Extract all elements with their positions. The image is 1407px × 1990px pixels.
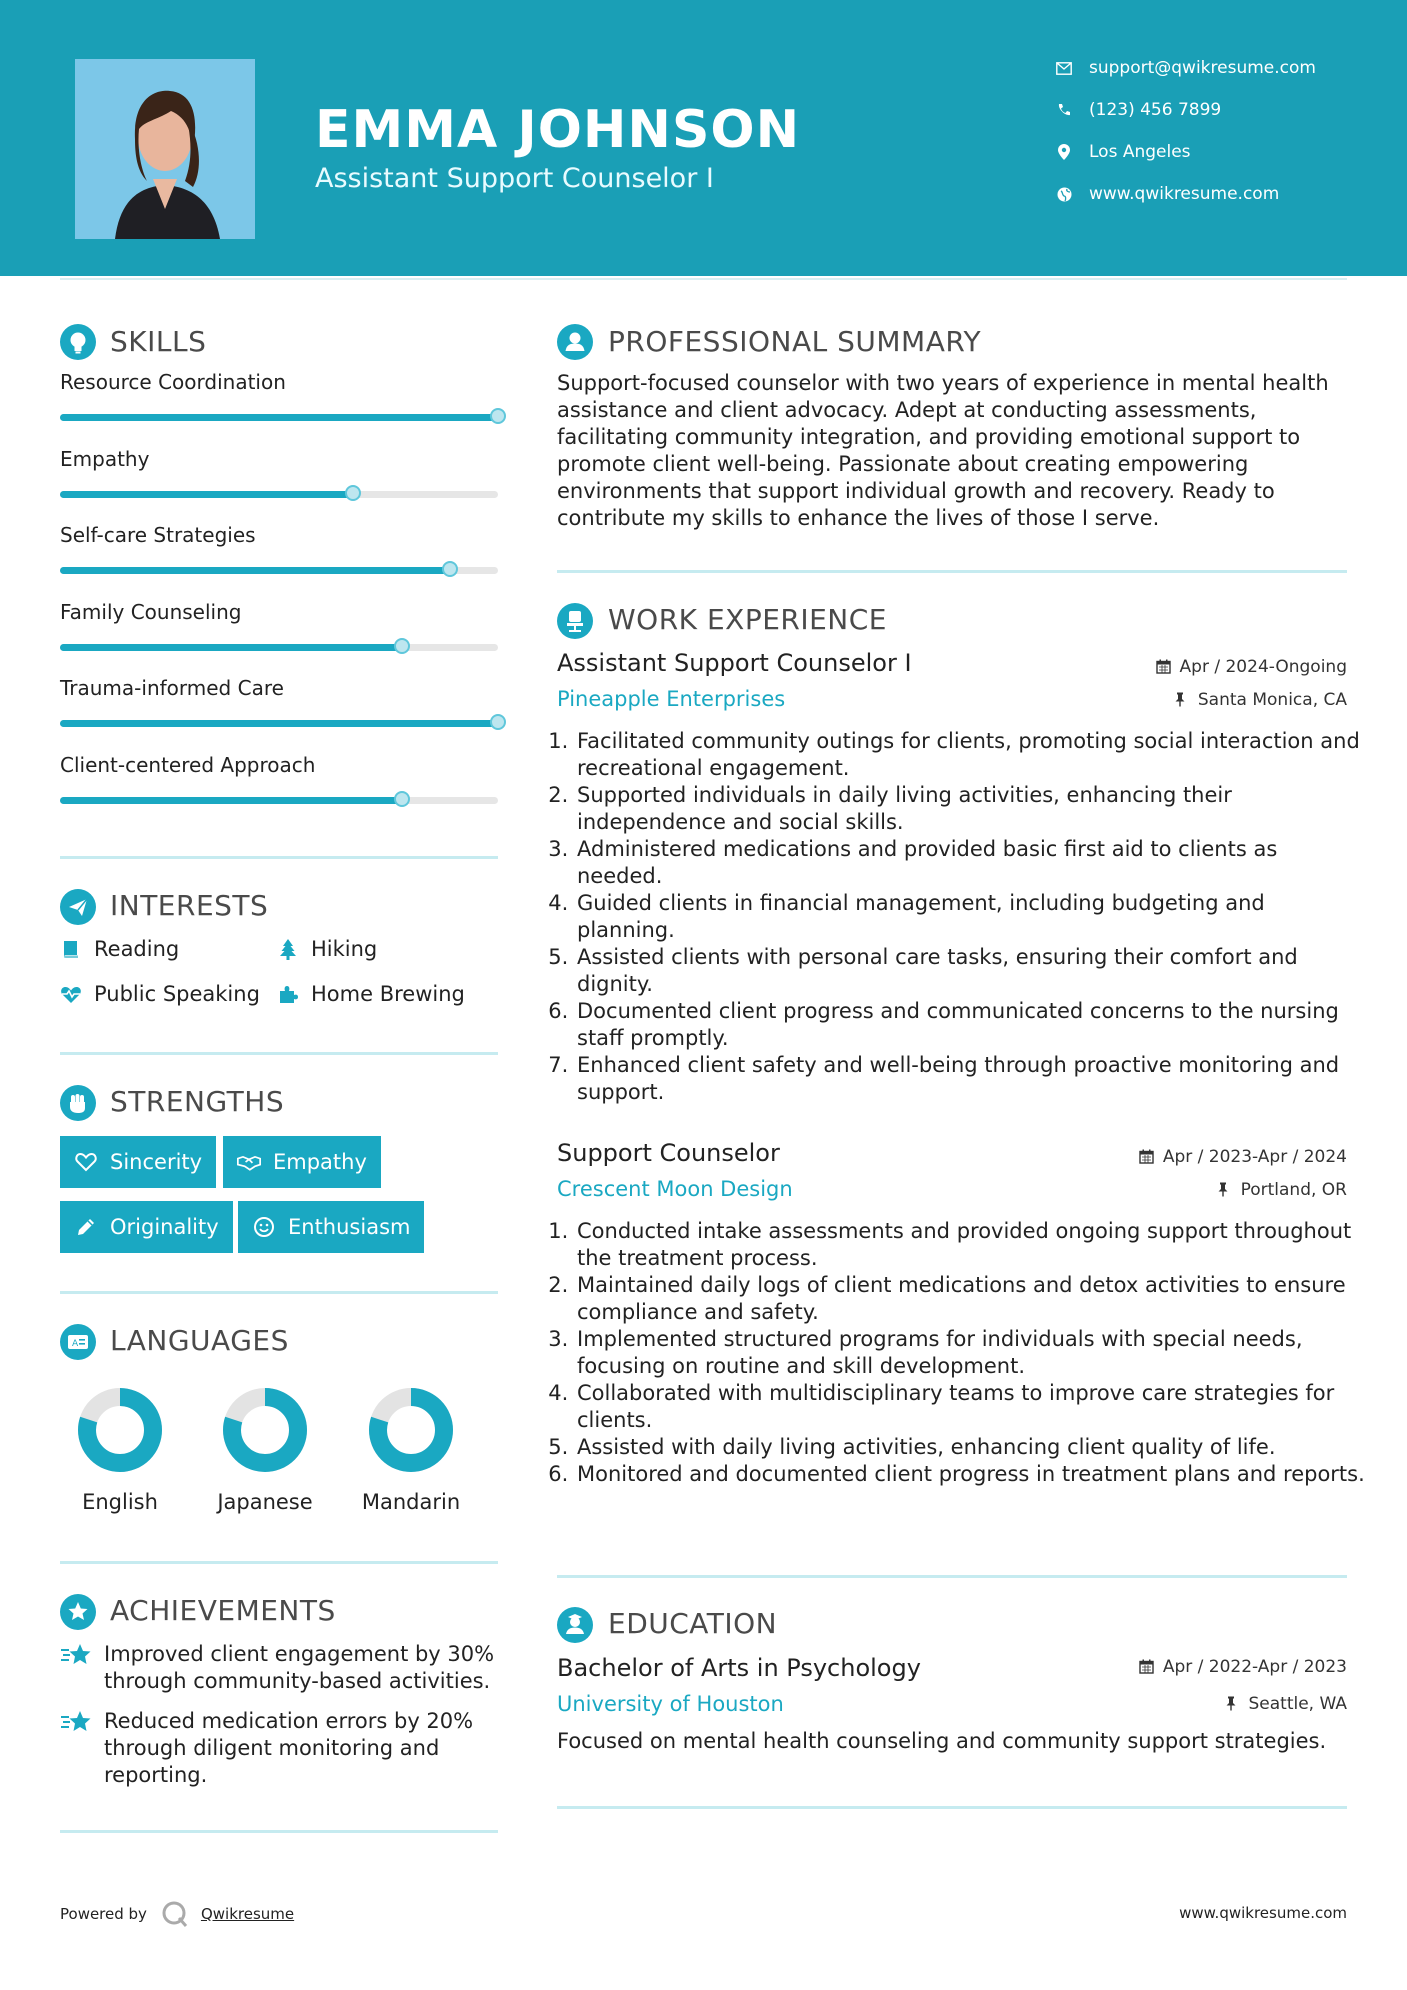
skill-bar-knob	[442, 561, 458, 577]
paper-plane-icon	[60, 889, 96, 925]
heart-icon	[74, 1150, 98, 1174]
location-text: Los Angeles	[1089, 142, 1191, 162]
pin-icon	[1174, 692, 1190, 708]
skill-bar-knob	[490, 714, 506, 730]
phone-icon	[1055, 101, 1073, 119]
skill-label: Self-care Strategies	[60, 523, 256, 547]
job-title: Assistant Support Counselor I	[557, 649, 912, 677]
company-name: Pineapple Enterprises	[557, 687, 786, 711]
language-icon	[60, 1324, 96, 1360]
duty-item: 4. Guided clients in financial management, including budgeting and planning.	[575, 890, 1365, 944]
strength-tag-sincerity	[60, 1136, 216, 1188]
graduate-icon	[557, 1607, 593, 1643]
contact-email[interactable]	[1055, 58, 1316, 78]
header-banner	[0, 0, 1407, 276]
job-dates	[1139, 1147, 1347, 1167]
education-description: Focused on mental health counseling and community support strategies.	[557, 1729, 1327, 1753]
job-location	[1174, 690, 1347, 710]
section-divider	[60, 1561, 498, 1564]
pin-icon	[1217, 1182, 1233, 1198]
interest-item-reading	[60, 937, 179, 961]
skills-heading: SKILLS	[110, 325, 207, 358]
duty-item: 5. Assisted with daily living activities, enhancing client quality of life.	[575, 1434, 1365, 1461]
summary-text: Support-focused counselor with two years of experience in mental health assistance and client advocacy. Adept at conducting assessments, facilitating community integration, and providing emotional support to promote client well-being. Passionate about creating empowering environments that support individual growth and recovery. Ready to contribute my skills to enhance the lives of those I serve.	[557, 371, 1329, 530]
location-text: Santa Monica, CA	[1197, 690, 1347, 710]
degree-title: Bachelor of Arts in Psychology	[557, 1654, 921, 1682]
strength-label: Sincerity	[110, 1150, 203, 1174]
powered-by-text: Powered by	[60, 1905, 147, 1923]
duty-item: 1. Conducted intake assessments and provided ongoing support throughout the treatment process.	[575, 1218, 1365, 1272]
lightbulb-icon	[60, 324, 96, 360]
skill-bar	[60, 567, 498, 574]
summary-heading: PROFESSIONAL SUMMARY	[608, 325, 982, 358]
skill-bar	[60, 797, 498, 804]
website-text: www.qwikresume.com	[1089, 184, 1280, 204]
pin-icon	[1225, 1696, 1241, 1712]
interest-label: Home Brewing	[311, 982, 465, 1006]
interest-label: Reading	[94, 937, 180, 961]
education-dates	[1139, 1657, 1347, 1677]
duty-item: 7. Enhanced client safety and well-being through proactive monitoring and support.	[575, 1052, 1365, 1106]
company-name: Crescent Moon Design	[557, 1177, 793, 1201]
footer-site[interactable]: www.qwikresume.com	[1179, 1904, 1347, 1922]
strength-label: Empathy	[273, 1150, 367, 1174]
skill-bar	[60, 491, 498, 498]
location-text: Seattle, WA	[1248, 1694, 1347, 1714]
strengths-heading: STRENGTHS	[110, 1085, 285, 1118]
calendar-icon	[1156, 659, 1172, 675]
strength-tag-originality	[60, 1201, 233, 1253]
candidate-name: EMMA JOHNSON	[315, 100, 801, 160]
language-rings	[60, 1378, 500, 1478]
phone-text: (123) 456 7899	[1089, 100, 1222, 120]
handshake-icon	[237, 1150, 261, 1174]
section-divider	[60, 1830, 498, 1833]
skill-bar-fill	[60, 491, 353, 498]
puzzle-icon	[277, 983, 299, 1005]
skill-bar-knob	[394, 638, 410, 654]
education-location	[1225, 1694, 1348, 1714]
globe-icon	[1055, 185, 1073, 203]
strength-label: Originality	[110, 1215, 219, 1239]
section-divider	[60, 856, 498, 859]
duty-item: 2. Maintained daily logs of client medications and detox activities to ensure compliance and safety.	[575, 1272, 1365, 1326]
achievement-item	[60, 1641, 510, 1695]
job-location	[1217, 1180, 1347, 1200]
tree-icon	[277, 938, 299, 960]
skill-bar-knob	[490, 408, 506, 424]
skill-bar-fill	[60, 720, 498, 727]
calendar-icon	[1139, 1659, 1155, 1675]
qwikresume-link[interactable]: Qwikresume	[200, 1905, 295, 1923]
languages-heading: LANGUAGES	[110, 1324, 289, 1357]
duty-item: 3. Administered medications and provided basic first aid to clients as needed.	[575, 836, 1365, 890]
strength-label: Enthusiasm	[288, 1215, 411, 1239]
language-label-mandarin: Mandarin	[361, 1490, 461, 1514]
duty-item: 4. Collaborated with multidisciplinary teams to improve care strategies for clients.	[575, 1380, 1365, 1434]
interest-item-home-brewing	[277, 982, 465, 1006]
section-divider	[60, 1291, 498, 1294]
contact-phone[interactable]	[1055, 100, 1221, 120]
svg-text:A: A	[72, 1339, 79, 1349]
interest-item-hiking	[277, 937, 377, 961]
section-divider	[557, 1806, 1347, 1809]
map-pin-icon	[1055, 143, 1073, 161]
skill-label: Resource Coordination	[60, 370, 286, 394]
fist-icon	[60, 1085, 96, 1121]
envelope-icon	[1055, 59, 1073, 77]
book-icon	[60, 938, 82, 960]
education-heading: EDUCATION	[608, 1607, 778, 1640]
star-icon	[60, 1641, 94, 1669]
duty-item: 1. Facilitated community outings for clients, promoting social interaction and recreational engagement.	[575, 728, 1365, 782]
skill-bar-fill	[60, 567, 450, 574]
chair-icon	[557, 603, 593, 639]
duty-item: 6. Documented client progress and communicated concerns to the nursing staff promptly.	[575, 998, 1365, 1052]
skill-bar-fill	[60, 414, 498, 421]
header-divider	[60, 278, 1347, 280]
duty-item: 6. Monitored and documented client progress in treatment plans and reports.	[575, 1461, 1365, 1488]
skill-label: Trauma-informed Care	[60, 676, 284, 700]
profile-photo	[75, 59, 255, 239]
candidate-role: Assistant Support Counselor I	[315, 163, 714, 194]
location-text: Portland, OR	[1240, 1180, 1347, 1200]
section-divider	[557, 1575, 1347, 1578]
skill-bar-knob	[394, 791, 410, 807]
job-duties-list	[557, 1218, 1365, 1488]
strength-tag-empathy	[223, 1136, 381, 1188]
user-icon	[557, 324, 593, 360]
language-label-english: English	[82, 1490, 158, 1514]
work-heading: WORK EXPERIENCE	[608, 603, 887, 636]
skill-bar	[60, 414, 498, 421]
dates-text: Apr / 2024-Ongoing	[1179, 657, 1347, 677]
achievement-item	[60, 1708, 510, 1789]
achievement-text: Reduced medication errors by 20% through diligent monitoring and reporting.	[104, 1709, 474, 1787]
calendar-icon	[1139, 1149, 1155, 1165]
interests-heading: INTERESTS	[110, 889, 269, 922]
duty-item: 2. Supported individuals in daily living activities, enhancing their independence and social skills.	[575, 782, 1365, 836]
skill-bar-knob	[345, 485, 361, 501]
skill-bar-fill	[60, 644, 402, 651]
skill-label: Empathy	[60, 446, 150, 471]
school-name: University of Houston	[557, 1692, 784, 1716]
interest-item-public-speaking	[60, 982, 260, 1006]
achievements-heading: ACHIEVEMENTS	[110, 1594, 336, 1627]
footer-powered-by	[60, 1900, 294, 1928]
duty-item: 5. Assisted clients with personal care tasks, ensuring their comfort and dignity.	[575, 944, 1365, 998]
section-divider	[60, 1052, 498, 1055]
email-text: support@qwikresume.com	[1089, 58, 1316, 78]
job-title: Support Counselor	[557, 1139, 780, 1167]
achievement-text: Improved client engagement by 30% through community-based activities.	[104, 1642, 495, 1693]
job-duties-list	[557, 728, 1365, 1106]
smile-icon	[252, 1215, 276, 1239]
strength-tag-enthusiasm	[238, 1201, 424, 1253]
star-badge-icon	[60, 1594, 96, 1630]
heartbeat-icon	[60, 983, 82, 1005]
job-dates	[1156, 657, 1347, 677]
dates-text: Apr / 2022-Apr / 2023	[1162, 1657, 1347, 1677]
contact-location	[1055, 142, 1191, 162]
skill-bar	[60, 644, 498, 651]
duty-item: 3. Implemented structured programs for individuals with special needs, focusing on routine and skill development.	[575, 1326, 1365, 1380]
skill-bar	[60, 720, 498, 727]
skill-label: Family Counseling	[60, 599, 242, 624]
pencil-icon	[74, 1215, 98, 1239]
language-label-japanese: Japanese	[217, 1490, 313, 1514]
star-icon	[60, 1708, 94, 1736]
section-divider	[557, 570, 1347, 573]
dates-text: Apr / 2023-Apr / 2024	[1162, 1147, 1347, 1167]
skill-label: Client-centered Approach	[60, 752, 316, 777]
interest-label: Hiking	[311, 937, 378, 961]
contact-website[interactable]	[1055, 184, 1279, 204]
interest-label: Public Speaking	[94, 982, 260, 1006]
qwikresume-logo-icon	[161, 1900, 189, 1928]
skill-bar-fill	[60, 797, 402, 804]
